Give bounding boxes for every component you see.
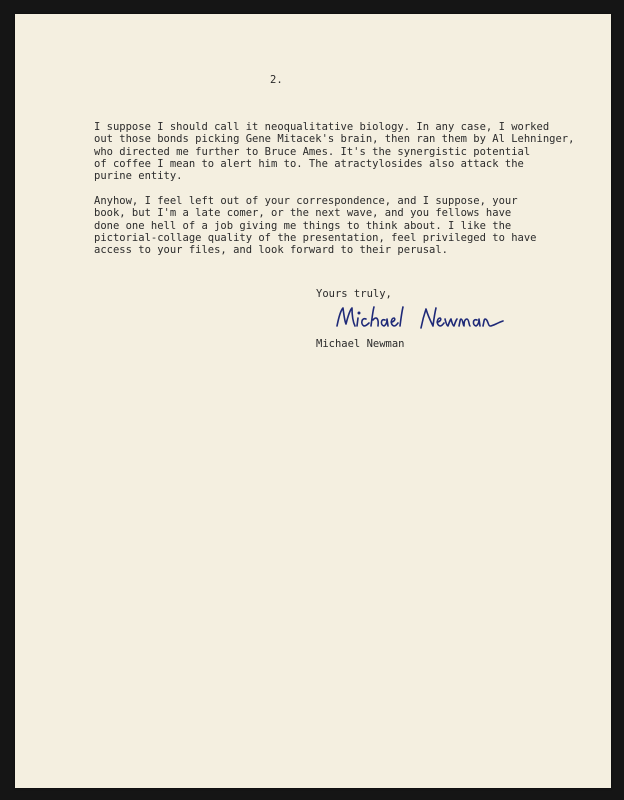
paragraph-1: I suppose I should call it neoqualitative biology. In any case, I worked out those bonds picking Gene Mitacek's brain, then ran them by Al Lehninger, who directed me further to Bruce Ames. It's the synergistic potential of coffee I mean to alert him to. The atractylosides also attack the purine entity. — [94, 121, 575, 183]
letter-page — [15, 14, 611, 788]
signer-name: Michael Newman — [316, 338, 405, 350]
closing-salutation: Yours truly, — [316, 288, 392, 300]
handwritten-signature — [333, 302, 513, 334]
page-number: 2. — [270, 74, 283, 86]
paragraph-2: Anyhow, I feel left out of your correspondence, and I suppose, your book, but I'm a late comer, or the next wave, and you fellows have done one hell of a job giving me things to think about. I like the pictorial-collage quality of the presentation, feel privileged to have access to your files, and look forward to their perusal. — [94, 195, 537, 257]
